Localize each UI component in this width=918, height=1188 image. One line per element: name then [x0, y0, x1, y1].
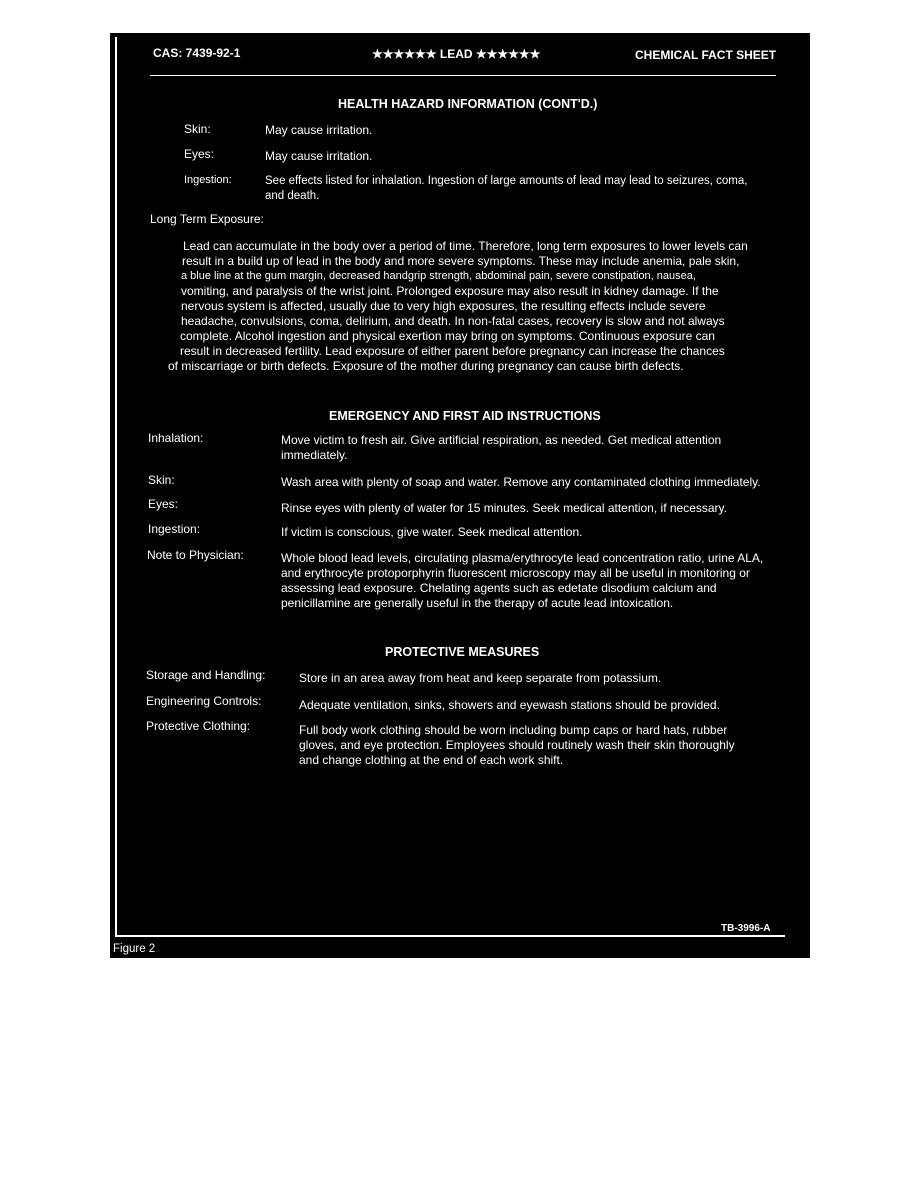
health-skin-label: Skin:	[184, 122, 211, 136]
long-term-line: result in a build up of lead in the body and more severe symptoms. These may include anemia, pale skin,	[182, 254, 740, 268]
figure-caption: Figure 2	[113, 943, 156, 955]
health-heading: HEALTH HAZARD INFORMATION (CONT'D.)	[338, 97, 598, 111]
storage-label: Storage and Handling:	[146, 668, 266, 682]
first-aid-skin-label: Skin:	[148, 473, 175, 487]
health-skin-text: May cause irritation.	[265, 123, 373, 137]
long-term-line: vomiting, and paralysis of the wrist joint. Prolonged exposure may also result in kidney damage. If the	[181, 284, 719, 298]
storage-text: Store in an area away from heat and keep separate from potassium.	[299, 671, 662, 685]
first-aid-ingestion-text: If victim is conscious, give water. Seek medical attention.	[281, 525, 583, 539]
clothing-label: Protective Clothing:	[146, 719, 251, 733]
long-term-line: result in decreased fertility. Lead exposure of either parent before pregnancy can increase the chances	[180, 344, 725, 358]
long-term-line: headache, convulsions, coma, delirium, and death. In non-fatal cases, recovery is slow and not always	[181, 314, 725, 328]
long-term-line: a blue line at the gum margin, decreased handgrip strength, abdominal pain, severe constipation, nausea,	[181, 270, 696, 282]
figure-panel	[110, 33, 810, 958]
document-type: CHEMICAL FACT SHEET	[635, 48, 777, 62]
health-ingestion-label: Ingestion:	[184, 174, 232, 186]
physician-note-text: Whole blood lead levels, circulating plasma/erythrocyte lead concentration ratio, urine ALA, and erythrocyte protoporphyrin fluorescent microscopy may all be useful in monitoring or assessing lead exposure. Chelating agents such as edetate disodium calcium and penicillamine are generally useful in the therapy of acute lead intoxication.	[281, 551, 764, 610]
health-eyes-label: Eyes:	[184, 147, 215, 161]
long-term-line: complete. Alcohol ingestion and physical exertion may bring on symptoms. Continuous exposure can	[180, 329, 715, 343]
cas-number: CAS: 7439-92-1	[153, 46, 241, 60]
engineering-text: Adequate ventilation, sinks, showers and eyewash stations should be provided.	[299, 698, 720, 712]
clothing-text: Full body work clothing should be worn including bump caps or hard hats, rubber gloves, and eye protection. Employees should routinely wash their skin thoroughly and change clothing at the end of each work shift.	[299, 723, 735, 767]
first-aid-eyes-label: Eyes:	[148, 497, 179, 511]
long-term-label: Long Term Exposure:	[150, 212, 264, 226]
figure-code: TB-3996-A	[721, 923, 771, 934]
physician-note-label: Note to Physician:	[147, 548, 244, 562]
first-aid-eyes-text: Rinse eyes with plenty of water for 15 minutes. Seek medical attention, if necessary.	[281, 501, 727, 515]
protective-heading: PROTECTIVE MEASURES	[385, 645, 540, 659]
health-eyes-text: May cause irritation.	[265, 149, 373, 163]
first-aid-inhalation-text: Move victim to fresh air. Give artificial respiration, as needed. Get medical attention immediately.	[281, 433, 722, 462]
engineering-label: Engineering Controls:	[146, 694, 262, 708]
long-term-line: Lead can accumulate in the body over a period of time. Therefore, long term exposures to lower levels can	[183, 239, 748, 253]
first-aid-inhalation-label: Inhalation:	[148, 431, 204, 445]
long-term-line: nervous system is affected, usually due to very high exposures, the resulting effects include severe	[181, 299, 706, 313]
long-term-line: of miscarriage or birth defects. Exposure of the mother during pregnancy can cause birth defects.	[168, 359, 684, 373]
first-aid-heading: EMERGENCY AND FIRST AID INSTRUCTIONS	[329, 409, 601, 423]
first-aid-ingestion-label: Ingestion:	[148, 522, 201, 536]
health-ingestion-text: See effects listed for inhalation. Ingestion of large amounts of lead may lead to seizures, coma, and death.	[265, 175, 748, 202]
long-term-paragraph	[168, 239, 748, 374]
chemical-title: ★★★★★★ LEAD ★★★★★★	[372, 47, 541, 61]
header-rule	[150, 75, 776, 76]
first-aid-skin-text: Wash area with plenty of soap and water. Remove any contaminated clothing immediately.	[281, 475, 761, 489]
